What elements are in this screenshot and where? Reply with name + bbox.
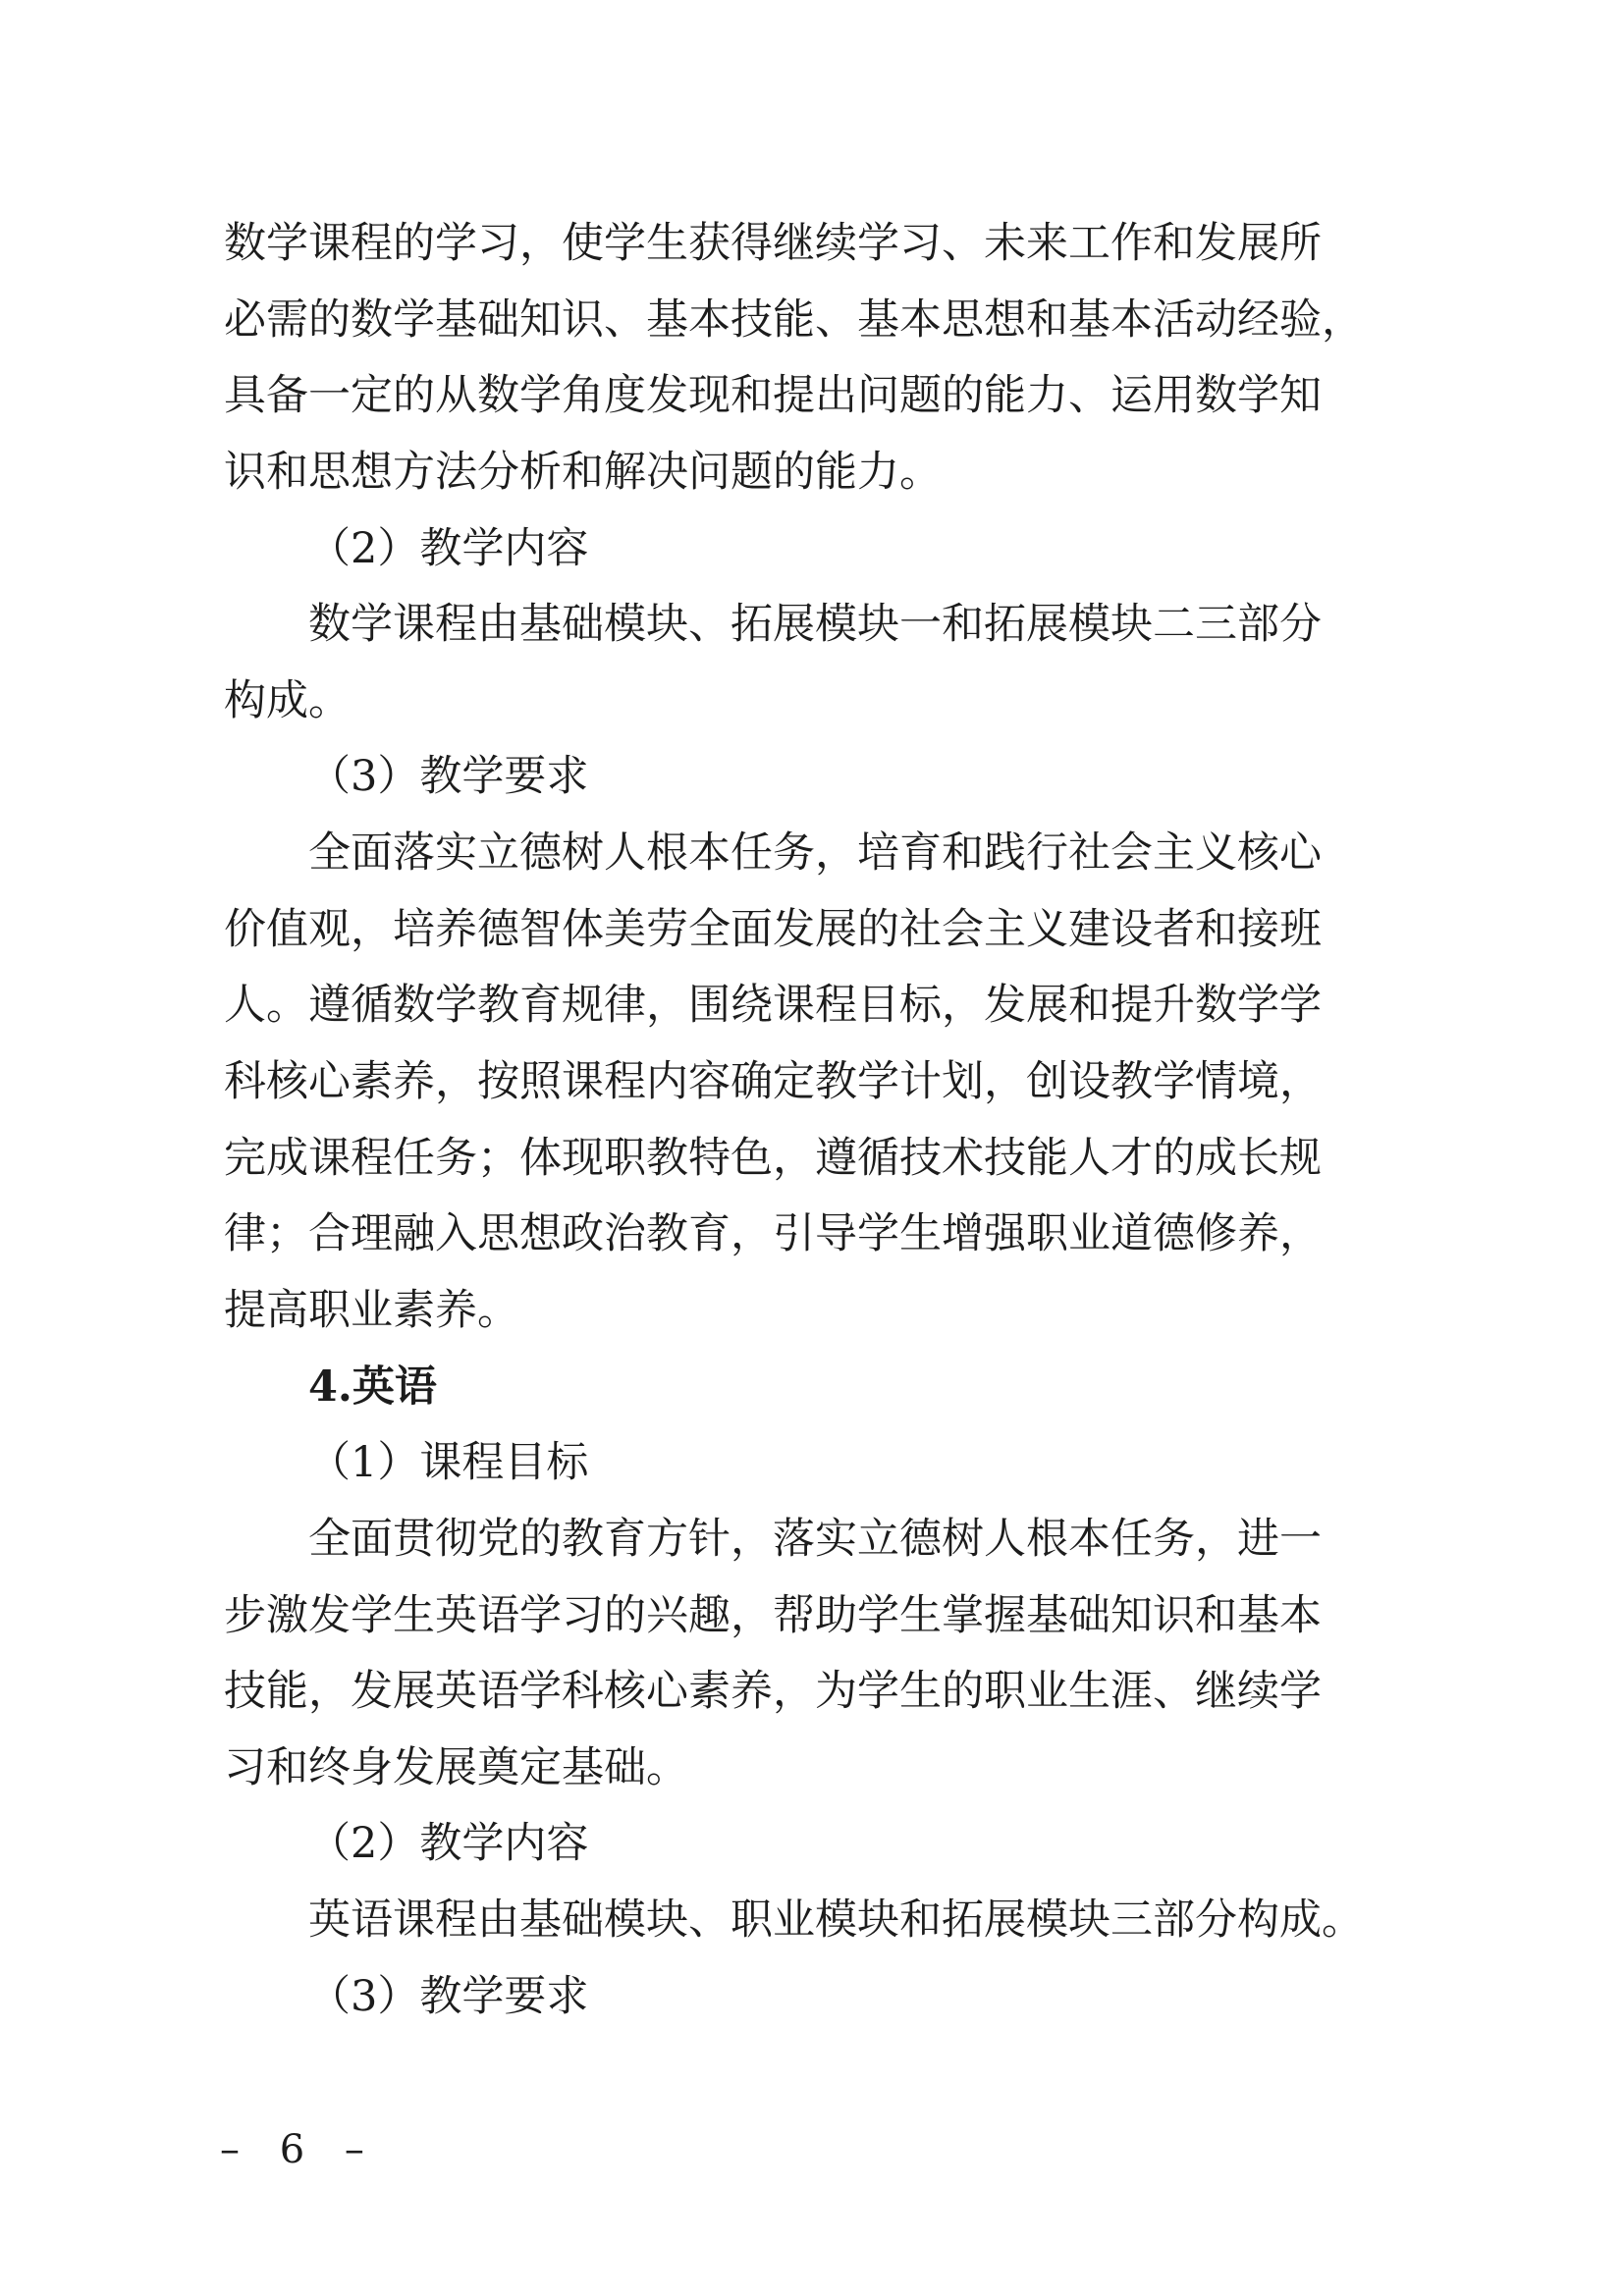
text-line: 必需的数学基础知识、基本技能、基本思想和基本活动经验， (224, 294, 1364, 345)
page-number: – 6 – (220, 2127, 378, 2172)
text-line: 提高职业素养。 (224, 1285, 519, 1335)
section-heading: （2）教学内容 (308, 523, 589, 573)
text-line: 数学课程的学习，使学生获得继续学习、未来工作和发展所 (224, 219, 1322, 268)
text-line: 科核心素养，按照课程内容确定教学计划，创设教学情境， (224, 1057, 1322, 1107)
section-heading: （3）教学要求 (308, 1971, 589, 2021)
section-heading: （2）教学内容 (308, 1819, 589, 1869)
text-line: 价值观，培养德智体美劳全面发展的社会主义建设者和接班 (224, 904, 1322, 954)
section-heading: （3）教学要求 (308, 752, 589, 802)
text-line: 构成。 (224, 675, 351, 725)
text-line: 律；合理融入思想政治教育，引导学生增强职业道德修养， (224, 1209, 1322, 1259)
text-line: 识和思想方法分析和解决问题的能力。 (224, 447, 942, 497)
text-line: 步激发学生英语学习的兴趣，帮助学生掌握基础知识和基本 (224, 1590, 1322, 1640)
text-line: 习和终身发展奠定基础。 (224, 1742, 688, 1792)
document-body (224, 206, 1378, 2035)
text-line: 具备一定的从数学角度发现和提出问题的能力、运用数学知 (224, 371, 1322, 421)
text-line: 人。遵循数学教育规律，围绕课程目标，发展和提升数学学 (224, 981, 1322, 1031)
text-line: 全面贯彻党的教育方针，落实立德树人根本任务，进一 (308, 1514, 1322, 1564)
section-heading: （1）课程目标 (308, 1438, 589, 1488)
text-line: 完成课程任务；体现职教特色，遵循技术技能人才的成长规 (224, 1133, 1322, 1183)
text-line: 全面落实立德树人根本任务，培育和践行社会主义核心 (308, 828, 1322, 879)
text-line: 技能，发展英语学科核心素养，为学生的职业生涯、继续学 (224, 1667, 1322, 1717)
text-line: 数学课程由基础模块、拓展模块一和拓展模块二三部分 (308, 600, 1322, 650)
section-title-english: 4.英语 (308, 1362, 437, 1412)
text-line: 英语课程由基础模块、职业模块和拓展模块三部分构成。 (308, 1896, 1364, 1946)
